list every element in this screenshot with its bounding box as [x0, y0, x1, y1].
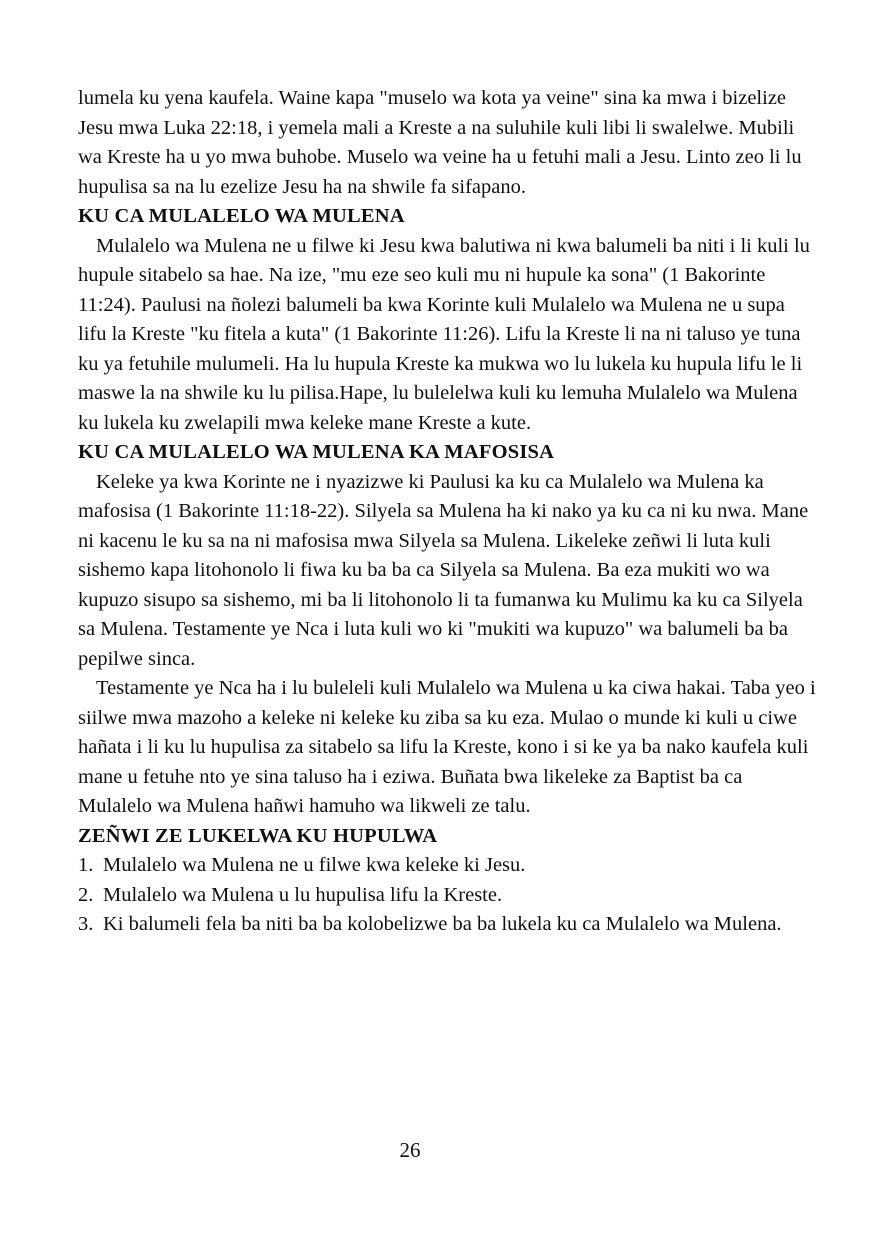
list-item-text: Mulalelo wa Mulena u lu hupulisa lifu la Kreste. — [103, 883, 503, 906]
list-item — [78, 851, 818, 881]
page-body — [78, 84, 818, 940]
paragraph-frequency: Testamente ye Nca ha i lu buleleli kuli Mulalelo wa Mulena u ka ciwa hakai. Taba yeo i siilwe mwa mazoho a keleke ni keleke ku ziba sa ku eza. Mulao o munde ki kuli u ciwe hañata i li ku lu hupulisa za sitabelo sa lifu la Kreste, kono i si ke ya ba nako kaufela kuli mane u fetuhe nto ye sina taluso ha i eziwa. Buñata bwa likeleke za Baptist ba ca Mulalelo wa Mulena hañwi hamuho wa likweli ze talu. — [78, 677, 816, 817]
list-item-number: 1. — [78, 854, 94, 876]
page-number: 26 — [399, 1138, 421, 1162]
paragraph-lords-supper: Mulalelo wa Mulena ne u filwe ki Jesu kwa balutiwa ni kwa balumeli ba niti i li kuli lu hupule sitabelo sa hae. Na ize, "mu eze seo kuli mu ni hupule ka sona" (1 Bakorinte 11:24). Paulusi na ñolezi balumeli ba kwa Korinte kuli Mulalelo wa Mulena ne u supa lifu la Kreste "ku fitela a kuta" (1 Bakorinte 11:26). Lifu la Kreste li na ni taluso ye tuna ku ya fetuhile mulumeli. Ha lu hupula Kreste ka mukwa wo lu lukela ku hupula lifu le li maswe la na shwile ku lu pilisa.Hape, lu bulelelwa kuli ku lemuha Mulalelo wa Mulena ku lukela ku zwelapili mwa keleke mane Kreste a kute. — [78, 234, 810, 434]
list-item-number: 3. — [78, 913, 94, 935]
paragraph-continuation: lumela ku yena kaufela. Waine kapa "muselo wa kota ya veine" sina ka mwa i bizelize Jesu mwa Luka 22:18, i yemela mali a Kreste a na suluhile kuli libi li swalelwe. Mubili wa Kreste ha u yo mwa buhobe. Muselo wa veine ha u fetuhi mali a Jesu. Linto zeo li lu hupulisa sa na lu ezelize Jesu ha na shwile fa sifapano. — [78, 87, 802, 198]
list-item-text: Mulalelo wa Mulena ne u filwe kwa keleke ki Jesu. — [103, 854, 526, 876]
list-item-number: 2. — [78, 883, 94, 906]
section-heading-wrong-practice: KU CA MULALELO WA MULENA KA MAFOSISA — [78, 441, 555, 463]
section-heading-lords-supper: KU CA MULALELO WA MULENA — [78, 205, 405, 227]
list-item — [78, 910, 818, 940]
list-item-text: Ki balumeli fela ba niti ba ba kolobelizwe ba ba lukela ku ca Mulalelo wa Mulena. — [103, 913, 782, 935]
section-heading-remember: ZEÑWI ZE LUKELWA KU HUPULWA — [78, 824, 438, 847]
list-item — [78, 881, 818, 911]
paragraph-corinth: Keleke ya kwa Korinte ne i nyazizwe ki Paulusi ka ku ca Mulalelo wa Mulena ka mafosisa (1 Bakorinte 11:18-22). Silyela sa Mulena ha ki nako ya ku ca ni ku nwa. Mane ni kacenu le ku sa na ni mafosisa mwa Silyela sa Mulena. Likeleke zeñwi li luta kuli sishemo kapa litohonolo li fiwa ku ba ba ca Silyela sa Mulena. Ba eza mukiti wo wa kupuzo sisupo sa sishemo, mi ba li litohonolo li ta fumanwa ku Mulimu ka ku ca Silyela sa Mulena. Testamente ye Nca i luta kuli wo ki "mukiti wa kupuzo" wa balumeli ba ba pepilwe sinca. — [78, 470, 809, 670]
summary-list — [78, 851, 818, 940]
